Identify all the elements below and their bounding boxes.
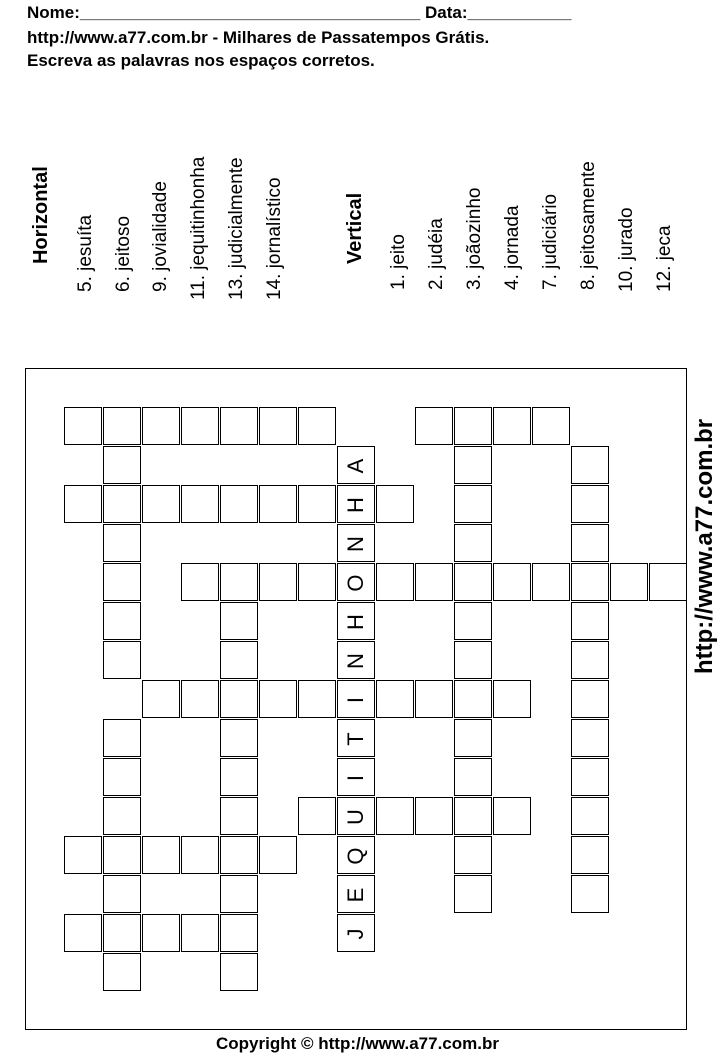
grid-cell[interactable] [571,680,609,718]
clue-h-14: 14. jornalístico [264,177,285,300]
grid-letter: T [343,732,368,746]
grid-cell[interactable] [259,485,297,523]
grid-cell[interactable] [337,836,375,874]
grid-cell[interactable] [103,407,141,445]
grid-cell[interactable] [220,875,258,913]
grid-cell[interactable] [415,407,453,445]
grid-cell[interactable] [571,719,609,757]
grid-cell[interactable] [610,563,648,601]
grid-cell[interactable] [649,563,687,601]
grid-cell[interactable] [103,524,141,562]
grid-cell[interactable] [415,797,453,835]
grid-cell[interactable] [142,680,180,718]
grid-cell[interactable] [220,485,258,523]
grid-cell[interactable] [337,446,375,484]
grid-cell[interactable] [103,875,141,913]
grid-letter: J [343,928,368,940]
grid-cell[interactable] [220,914,258,952]
grid-cell[interactable] [220,641,258,679]
grid-cell[interactable] [571,758,609,796]
grid-cell[interactable] [220,797,258,835]
clue-v-10: 10. jurado [616,207,637,292]
grid-cell[interactable] [454,836,492,874]
grid-cell[interactable] [64,407,102,445]
grid-cell[interactable] [454,875,492,913]
grid-cell[interactable] [103,797,141,835]
grid-cell[interactable] [454,758,492,796]
grid-cell[interactable] [337,875,375,913]
grid-cell[interactable] [259,563,297,601]
clue-h-11: 11. jequitinhonha [188,156,209,300]
grid-letter: I [343,774,368,782]
grid-letter: Q [343,847,368,865]
grid-cell[interactable] [298,563,336,601]
grid-cell[interactable] [220,680,258,718]
grid-cell[interactable] [493,407,531,445]
site-line: http://www.a77.com.br - Milhares de Passatempos Grátis. [27,28,490,47]
grid-cell[interactable] [142,836,180,874]
clue-v-3: 3. joãozinho [464,187,485,290]
grid-cell[interactable] [571,875,609,913]
grid-cell[interactable] [376,485,414,523]
grid-cell[interactable] [103,719,141,757]
grid-cell[interactable] [220,758,258,796]
grid-letter: N [343,653,368,669]
vertical-heading: Vertical [344,192,366,264]
grid-cell[interactable] [103,758,141,796]
grid-cell[interactable] [103,641,141,679]
clue-v-12: 12. jeca [654,225,675,292]
grid-letter: O [343,574,368,592]
grid-cell[interactable] [259,836,297,874]
grid-cell[interactable] [220,836,258,874]
grid-cell[interactable] [103,953,141,991]
grid-cell[interactable] [259,680,297,718]
grid-cell[interactable] [220,719,258,757]
grid-cell[interactable] [298,407,336,445]
grid-letter: I [343,696,368,704]
grid-cell[interactable] [220,407,258,445]
grid-cell[interactable] [142,914,180,952]
grid-cell[interactable] [103,485,141,523]
grid-cell[interactable] [337,602,375,640]
grid-cell[interactable] [571,797,609,835]
grid-letter: H [343,497,368,513]
grid-cell[interactable] [337,524,375,562]
grid-cell[interactable] [454,680,492,718]
grid-cell[interactable] [181,914,219,952]
grid-cell[interactable] [103,446,141,484]
grid-cell[interactable] [103,602,141,640]
grid-cell[interactable] [376,797,414,835]
grid-cell[interactable] [454,641,492,679]
grid-cell[interactable] [337,758,375,796]
grid-cell[interactable] [571,602,609,640]
grid-letter: H [343,614,368,630]
grid-cell[interactable] [181,407,219,445]
grid-cell[interactable] [298,797,336,835]
grid-cell[interactable] [454,524,492,562]
grid-cell[interactable] [493,563,531,601]
grid-cell[interactable] [337,680,375,718]
grid-cell[interactable] [337,641,375,679]
name-date-line: Nome:____________________________________ Data:___________ [27,3,572,22]
grid-cell[interactable] [181,485,219,523]
grid-cell[interactable] [103,836,141,874]
grid-cell[interactable] [454,485,492,523]
clue-h-6: 6. jeitoso [113,215,134,292]
grid-cell[interactable] [571,446,609,484]
grid-cell[interactable] [493,797,531,835]
grid-letter: E [343,887,368,903]
grid-cell[interactable] [376,563,414,601]
horizontal-heading: Horizontal [30,166,52,264]
grid-cell[interactable] [142,407,180,445]
grid-cell[interactable] [259,407,297,445]
grid-cell[interactable] [337,563,375,601]
grid-cell[interactable] [454,407,492,445]
grid-cell[interactable] [454,563,492,601]
grid-cell[interactable] [532,563,570,601]
clue-v-1: 1. jeito [388,234,409,290]
side-url: http://www.a77.com.br [691,418,718,674]
grid-cell[interactable] [571,836,609,874]
grid-cell[interactable] [571,641,609,679]
clue-v-2: 2. judéia [426,218,447,290]
grid-cell[interactable] [415,563,453,601]
grid-cell[interactable] [454,602,492,640]
copyright-footer: Copyright © http://www.a77.com.br [216,1034,499,1053]
grid-cell[interactable] [103,563,141,601]
clue-v-7: 7. judiciário [540,193,561,290]
grid-cell[interactable] [220,602,258,640]
grid-cell[interactable] [298,485,336,523]
clue-v-4: 4. jornada [502,205,523,290]
instruction-text: Escreva as palavras nos espaços corretos. [27,51,375,70]
clue-h-13: 13. judicialmente [226,157,247,300]
grid-cell[interactable] [532,407,570,445]
grid-cell[interactable] [64,914,102,952]
grid-cell[interactable] [493,680,531,718]
grid-cell[interactable] [181,563,219,601]
clue-v-8: 8. jeitosamente [578,161,599,290]
grid-cell[interactable] [181,836,219,874]
grid-cell[interactable] [220,563,258,601]
grid-cell[interactable] [103,914,141,952]
grid-cell[interactable] [571,563,609,601]
grid-cell[interactable] [454,797,492,835]
grid-cell[interactable] [298,680,336,718]
clue-h-5: 5. jesuíta [75,214,96,292]
grid-letter: A [343,458,368,474]
grid-cell[interactable] [64,485,102,523]
grid-cell[interactable] [337,797,375,835]
grid-cell[interactable] [337,914,375,952]
grid-cell[interactable] [571,524,609,562]
grid-cell[interactable] [454,719,492,757]
grid-letter: N [343,536,368,552]
grid-cell[interactable] [220,953,258,991]
grid-cell[interactable] [142,485,180,523]
grid-cell[interactable] [454,446,492,484]
clue-h-9: 9. jovialidade [150,181,171,292]
grid-letter: U [343,809,368,825]
grid-cell[interactable] [337,485,375,523]
grid-cell[interactable] [376,680,414,718]
grid-cell[interactable] [337,719,375,757]
grid-cell[interactable] [181,680,219,718]
grid-cell[interactable] [571,485,609,523]
grid-cell[interactable] [415,680,453,718]
grid-cell[interactable] [64,836,102,874]
